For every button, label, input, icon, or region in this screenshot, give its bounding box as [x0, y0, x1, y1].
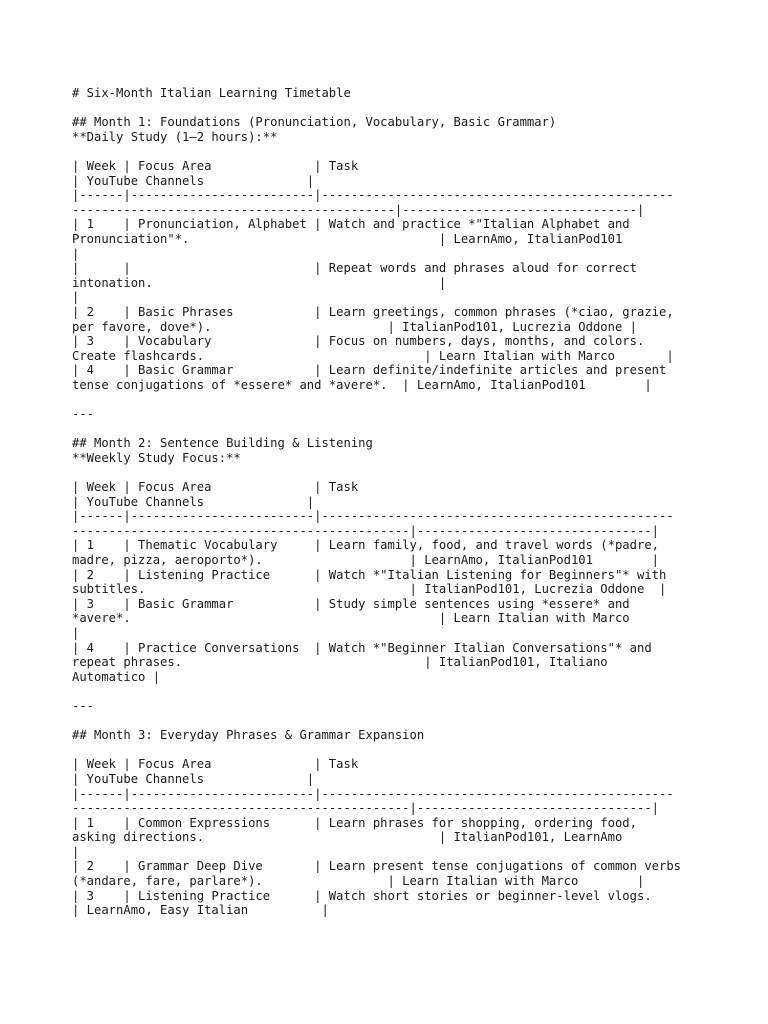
- text-line: --------------------------------------------|--------------------------------|: [72, 202, 645, 217]
- text-line: |------|-------------------------|------------------------------------------------: [72, 509, 674, 524]
- text-line: | 2 | Grammar Deep Dive | Learn present tense conjugations of common verbs: [72, 859, 682, 874]
- text-line: ---: [72, 698, 95, 713]
- text-line: [72, 743, 712, 758]
- text-line: intonation. |: [72, 275, 447, 290]
- text-line: Pronunciation"*. | LearnAmo, ItalianPod101: [72, 231, 623, 246]
- text-line: |------|-------------------------|------------------------------------------------: [72, 188, 674, 203]
- text-line: [72, 144, 712, 159]
- text-line: | Week | Focus Area | Task: [72, 158, 359, 173]
- text-line: |------|-------------------------|------------------------------------------------: [72, 786, 674, 801]
- text-line: **Daily Study (1–2 hours):**: [72, 129, 278, 144]
- text-line: *avere*. | Learn Italian with Marco: [72, 611, 630, 626]
- text-line: [72, 101, 712, 116]
- text-line: | 4 | Basic Grammar | Learn definite/indefinite articles and present: [72, 363, 667, 378]
- text-line: repeat phrases. | ItalianPod101, Italiano: [72, 655, 608, 670]
- text-line: |: [72, 290, 80, 305]
- text-line: subtitles. | ItalianPod101, Lucrezia Oddone |: [72, 582, 667, 597]
- text-line: |: [72, 844, 80, 859]
- text-line: | | | Repeat words and phrases aloud for correct: [72, 261, 637, 276]
- text-line: ----------------------------------------------|--------------------------------|: [72, 523, 659, 538]
- text-line: ## Month 2: Sentence Building & Listening: [72, 436, 373, 451]
- text-line: **Weekly Study Focus:**: [72, 450, 241, 465]
- text-line: | 3 | Basic Grammar | Study simple sentences using *essere* and: [72, 596, 630, 611]
- text-line: ---: [72, 407, 95, 422]
- text-line: | 1 | Common Expressions | Learn phrases for shopping, ordering food,: [72, 815, 637, 830]
- text-line: | 3 | Listening Practice | Watch short stories or beginner-level vlogs.: [72, 888, 652, 903]
- text-line: # Six-Month Italian Learning Timetable: [72, 86, 351, 100]
- text-line: | 3 | Vocabulary | Focus on numbers, days, months, and colors.: [72, 334, 645, 349]
- text-line: Create flashcards. | Learn Italian with Marco |: [72, 348, 674, 363]
- text-line: | YouTube Channels |: [72, 173, 315, 188]
- text-line: [72, 465, 712, 480]
- text-line: (*andare, fare, parlare*). | Learn Italian with Marco |: [72, 874, 645, 889]
- text-line: [72, 684, 712, 699]
- text-line: ----------------------------------------------|--------------------------------|: [72, 801, 659, 816]
- text-line: | 2 | Listening Practice | Watch *"Italian Listening for Beginners"* with: [72, 567, 667, 582]
- text-line: [72, 392, 712, 407]
- text-line: |: [72, 246, 80, 261]
- text-line: asking directions. | ItalianPod101, LearnAmo: [72, 830, 623, 845]
- text-line: | YouTube Channels |: [72, 494, 315, 509]
- text-line: ## Month 3: Everyday Phrases & Grammar Expansion: [72, 728, 425, 743]
- text-line: | YouTube Channels |: [72, 771, 315, 786]
- text-line: |: [72, 625, 80, 640]
- text-line: ## Month 1: Foundations (Pronunciation, Vocabulary, Basic Grammar): [72, 115, 557, 130]
- text-line: madre, pizza, aeroporto*). | LearnAmo, ItalianPod101 |: [72, 553, 659, 567]
- text-line: | Week | Focus Area | Task: [72, 480, 359, 495]
- text-line: per favore, dove*). | ItalianPod101, Lucrezia Oddone |: [72, 319, 637, 334]
- document-body: [72, 86, 712, 918]
- text-line: [72, 422, 712, 437]
- text-line: | Week | Focus Area | Task: [72, 757, 359, 772]
- text-line: | LearnAmo, Easy Italian |: [72, 903, 329, 918]
- text-line: | 4 | Practice Conversations | Watch *"Beginner Italian Conversations"* and: [72, 640, 652, 655]
- text-line: Automatico |: [72, 669, 161, 684]
- text-line: | 2 | Basic Phrases | Learn greetings, common phrases (*ciao, grazie,: [72, 304, 674, 319]
- text-line: tense conjugations of *essere* and *avere*. | LearnAmo, ItalianPod101 |: [72, 377, 652, 392]
- text-line: | 1 | Thematic Vocabulary | Learn family, food, and travel words (*padre,: [72, 538, 659, 553]
- text-line: | 1 | Pronunciation, Alphabet | Watch and practice *"Italian Alphabet and: [72, 217, 630, 232]
- text-line: [72, 714, 712, 729]
